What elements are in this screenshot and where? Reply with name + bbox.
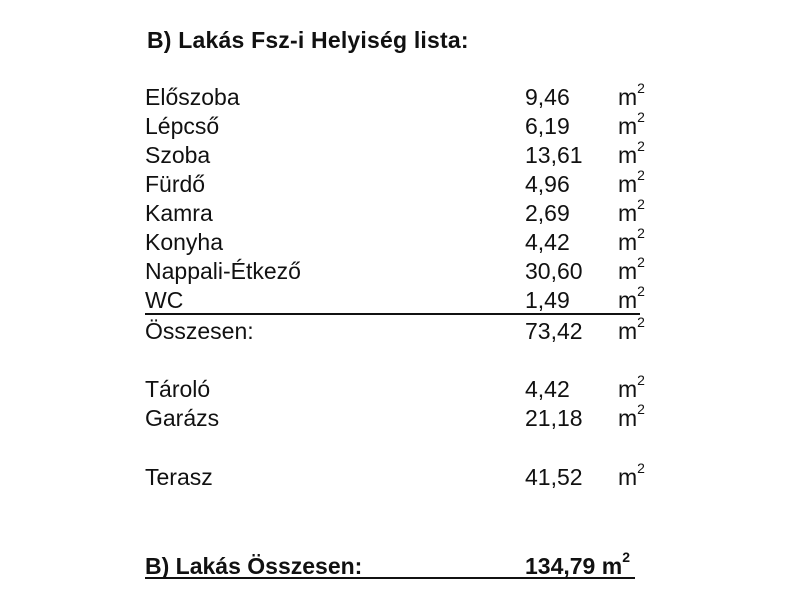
room-name: Szoba	[145, 142, 211, 168]
list-item	[145, 403, 655, 433]
room-area: 4,42	[525, 376, 570, 402]
room-name: WC	[145, 287, 184, 313]
list-item	[145, 285, 655, 315]
room-name: Tároló	[145, 376, 211, 402]
room-name: Garázs	[145, 405, 220, 431]
grand-total-label: B) Lakás Összesen:	[145, 553, 363, 579]
subtotal-divider	[145, 313, 640, 315]
list-item	[145, 111, 655, 141]
room-area: 6,19	[525, 113, 570, 139]
area-unit: $m^2$	[618, 372, 645, 402]
room-name: Fürdő	[145, 171, 206, 197]
subtotal-row	[145, 316, 655, 346]
area-unit: $m^2$	[618, 401, 645, 431]
room-area: 9,46	[525, 84, 570, 110]
room-area: 2,69	[525, 200, 570, 226]
room-area: 1,49	[525, 287, 570, 313]
area-unit: $m^2$	[618, 314, 645, 344]
list-item	[145, 198, 655, 228]
list-item	[145, 256, 655, 286]
subtotal-area: 73,42	[525, 318, 583, 344]
area-unit: $m^2$	[618, 167, 645, 197]
list-item	[145, 82, 655, 112]
list-item	[145, 227, 655, 257]
grand-total-area: 134,79	[525, 553, 596, 579]
area-unit: $m^2$	[618, 283, 645, 313]
room-name: Előszoba	[145, 84, 240, 110]
subtotal-label: Összesen:	[145, 318, 254, 344]
area-unit: $m^2$	[618, 225, 645, 255]
area-unit: $m^2$	[618, 460, 645, 490]
grand-total-underline	[145, 577, 635, 579]
list-item	[145, 169, 655, 199]
area-unit: $m^2$	[618, 80, 645, 110]
terrace-area: 41,52	[525, 464, 583, 490]
list-item	[145, 140, 655, 170]
room-name: Lépcső	[145, 113, 220, 139]
room-name: Nappali-Étkező	[145, 258, 301, 284]
area-unit: $m^2$	[618, 109, 645, 139]
room-area: 4,96	[525, 171, 570, 197]
area-unit: $m^2$	[618, 196, 645, 226]
room-area: 21,18	[525, 405, 583, 431]
room-name: Kamra	[145, 200, 213, 226]
area-unit: $m^2$	[618, 138, 645, 168]
area-unit: $m^2$	[618, 254, 645, 284]
list-item	[145, 374, 655, 404]
room-name: Konyha	[145, 229, 224, 255]
page-title: B) Lakás Fsz-i Helyiség lista:	[147, 27, 469, 53]
terrace-label: Terasz	[145, 464, 213, 490]
room-area: 30,60	[525, 258, 583, 284]
grand-total-value: 134,79 $m^2$	[525, 549, 630, 579]
terrace-row	[145, 462, 655, 492]
room-area: 13,61	[525, 142, 583, 168]
room-area: 4,42	[525, 229, 570, 255]
